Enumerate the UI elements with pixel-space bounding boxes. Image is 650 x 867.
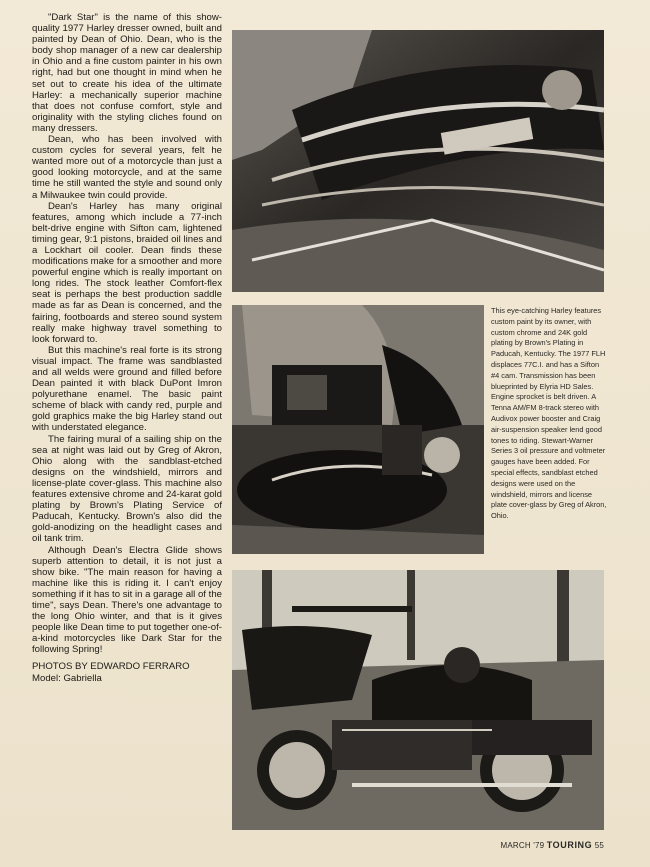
article-body xyxy=(32,12,222,684)
photo-full-motorcycle xyxy=(232,570,604,830)
article-paragraph: "Dark Star" is the name of this show-quality 1977 Harley dresser owned, built and painted by Dean of Ohio. Dean, who is the body shop manager of a new car dealership in Ohio and a fine custom painter in his own right, had but one thought in mind when he set out to create his idea of the ultimate Harley: a mechanically superior machine that does not confuse comfort, style and originality with the styling cliches found on many dressers. xyxy=(32,12,222,134)
article-paragraph: Dean, who has been involved with custom cycles for several years, felt he wanted more out of a motorcycle than just a good looking motorcycle, and at the same time he still wanted the style and sound only a Milwaukee twin could provide. xyxy=(32,134,222,201)
article-paragraph: But this machine's real forte is its strong visual impact. The frame was sandblasted and all welds were ground and filled before Dean painted it with black DuPont Imron polyurethane enamel. The basic paint scheme of black with candy red, purple and gold graphics make the big Harley stand out with understated elegance. xyxy=(32,344,222,434)
photo-saddlebag-image xyxy=(232,30,604,292)
article-paragraph: Dean's Harley has many original features, among which include a 77-inch belt-drive engine with Sifton cam, lightened timing gear, 9:1 pistons, braided oil lines and a Lockhart oil cooler. Dean finds these modifications make for a smoother and more powerful engine which is really important on long rides. The stock leather Comfort-flex seat is perhaps the best production saddle made as far as Dean is concerned, and the fairing, footboards and stereo sound system really make highway travel something to look forward to. xyxy=(32,200,222,345)
model-credit: Model: Gabriella xyxy=(32,672,102,684)
photo-saddlebag-closeup xyxy=(232,30,604,292)
photo-motorcycle-image xyxy=(232,570,604,830)
page-number: 55 xyxy=(594,841,604,850)
magazine-name: TOURING xyxy=(546,840,593,850)
photo-credit: PHOTOS BY EDWARDO FERRARO xyxy=(32,661,190,673)
photo-fairing-stereo xyxy=(232,305,484,554)
photo-caption: This eye-catching Harley features custom paint by its owner, with custom chrome and 24K gold plating by Brown's Plating in Paducah, Kentucky. The 1977 FLH displaces 77C.I. and has a Sifton #4 cam. Transmission has been blueprinted by Elyria HD Sales. Engine sprocket is belt driven. A Tenna AM/FM 8-track stereo with Audivox power booster and Craig air-suspension speaker lend good tones to riding. Stewart-Warner Series 3 oil pressure and voltmeter gauges have been added. For special effects, sandblast etched designs were used on the windshield, mirrors and license plate cover-glass by Greg of Akron, Ohio. xyxy=(491,306,607,521)
issue-date: MARCH '79 xyxy=(500,841,545,850)
page-footer xyxy=(500,840,604,850)
article-paragraph: Although Dean's Electra Glide shows superb attention to detail, it is not just a show bike. "The main reason for having a machine like this is riding it. I can't enjoy something if it has to sit in a garage all of the time", says Dean. There's one advantage to the long Ohio winter, and that is it gives people like Dean time to put together one-of-a-kind motorcycles like Dark Star for the following Spring! xyxy=(32,544,222,656)
article-paragraph: The fairing mural of a sailing ship on the sea at night was laid out by Greg of Akron, Ohio along with the sandblast-etched designs on the windshield, mirrors and license-plate cover-glass. This machine also features extensive chrome and 24-karat gold plating by Brown's Plating Service of Paducah, Kentucky. Brown's also did the gold-anodizing on the headlight cases and oil tank trim. xyxy=(32,433,222,545)
photo-fairing-image xyxy=(232,305,484,554)
